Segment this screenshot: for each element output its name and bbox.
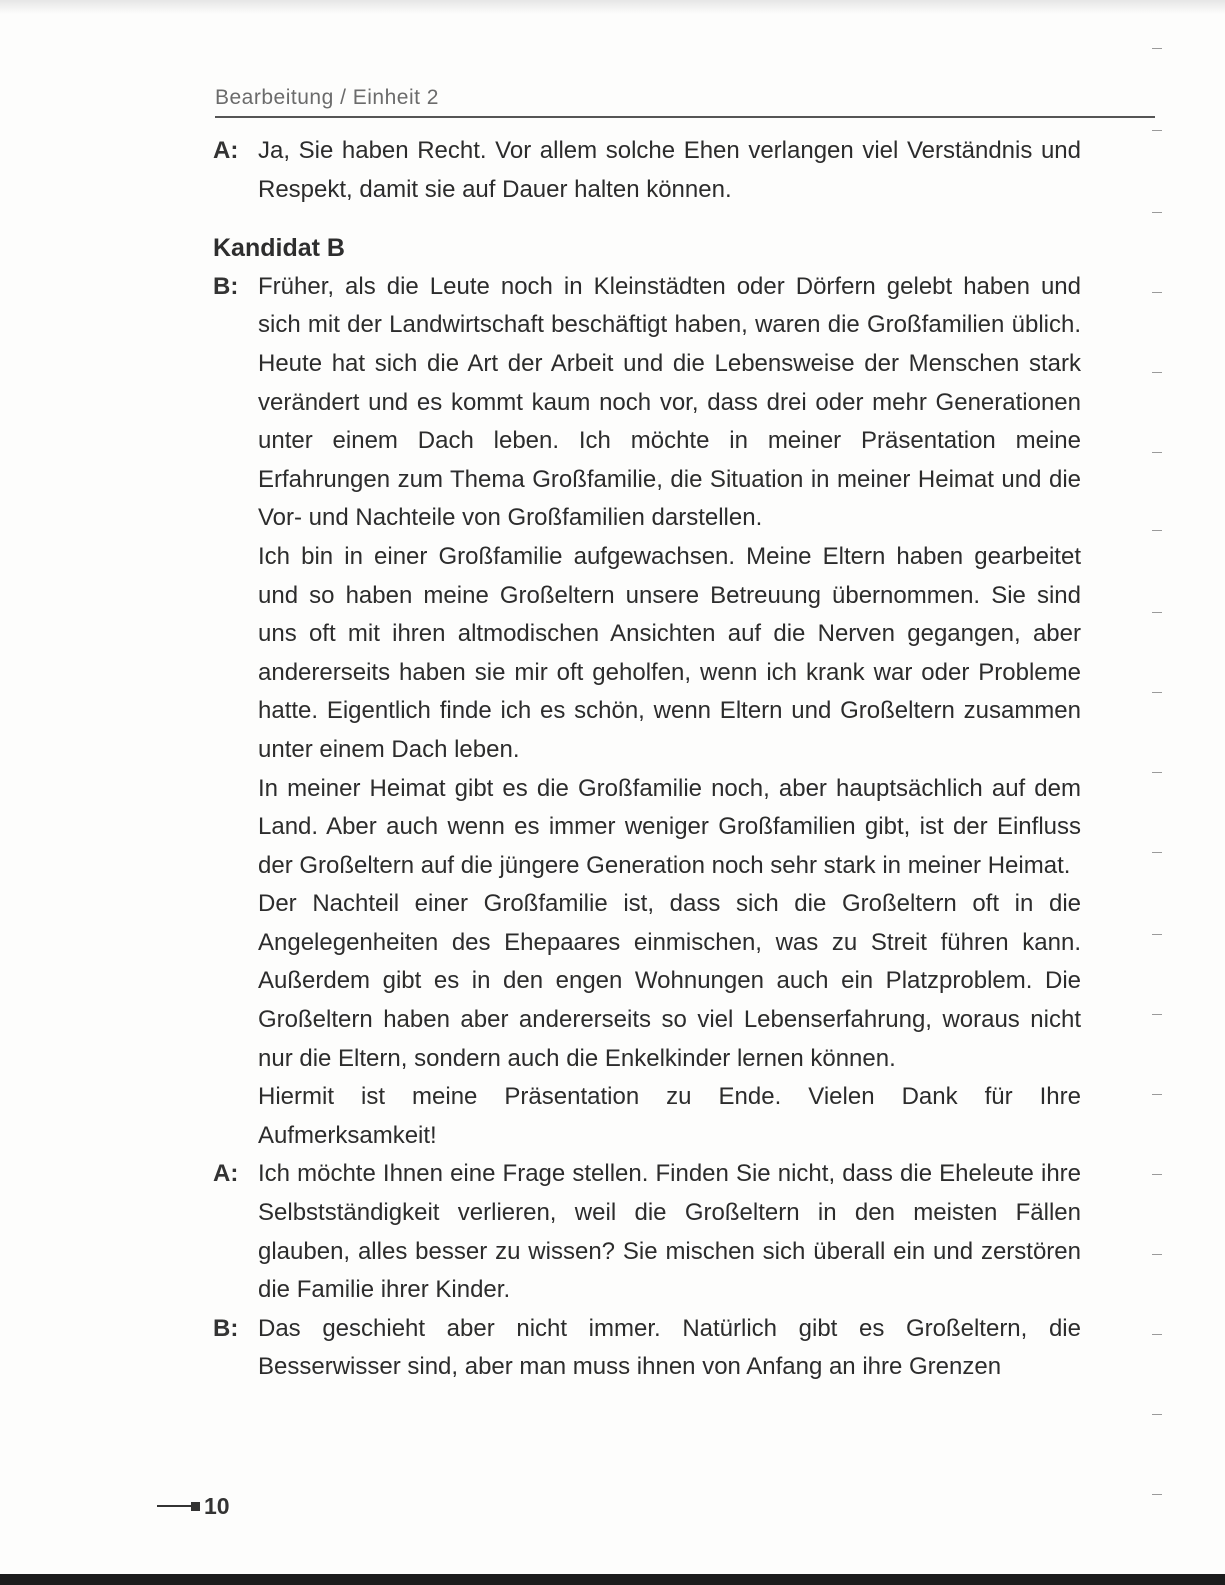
margin-tick (1152, 212, 1162, 213)
turn-paragraph: Das geschieht aber nicht immer. Natürlich gibt es Großeltern, die Besserwisser sind, aber man muss ihnen von Anfang an ihre Grenzen (258, 1314, 1081, 1381)
dialogue-turn-b-presentation (213, 268, 1081, 1156)
margin-tick (1152, 934, 1162, 935)
turn-paragraph: Der Nachteil einer Großfamilie ist, dass sich die Großeltern oft in die Angelegenheiten des Ehepaares einmischen, was zu Streit führen kann. Außerdem gibt es in den engen Wohnungen auch ein Platzproblem. Die Großeltern haben aber andererseits so viel Lebenserfahrung, woraus nicht nur die Eltern, sondern auch die Enkelkinder lernen können. (258, 890, 1081, 1072)
margin-tick (1152, 372, 1162, 373)
dialogue-turn-b-answer (213, 1310, 1081, 1387)
turn-paragraph: Hiermit ist meine Präsentation zu Ende. Vielen Dank für Ihre Aufmerksamkeit! (258, 1083, 1081, 1149)
margin-tick (1152, 130, 1162, 131)
footer-rule (157, 1505, 191, 1507)
margin-tick (1152, 612, 1162, 613)
margin-tick (1152, 772, 1162, 773)
page-footer (157, 1492, 230, 1520)
page-content (213, 132, 1081, 1387)
speaker-label: A: (213, 137, 239, 164)
margin-tick (1152, 48, 1162, 49)
speaker-label: B: (213, 1314, 239, 1342)
section-heading: Kandidat B (213, 234, 345, 263)
scan-edge-bottom (0, 1574, 1225, 1585)
margin-tick (1152, 1254, 1162, 1255)
margin-tick (1152, 692, 1162, 693)
margin-tick (1152, 292, 1162, 293)
speaker-label: A: (213, 1160, 239, 1188)
margin-tick (1152, 1494, 1162, 1495)
footer-square-marker (191, 1502, 200, 1511)
dialogue-turn-a-question (213, 1155, 1081, 1309)
turn-paragraph: Ja, Sie haben Recht. Vor allem solche Ehen verlangen viel Verständnis und Respekt, damit sie auf Dauer halten können. (258, 137, 1081, 203)
margin-tick-marks (1152, 0, 1164, 1570)
scan-shadow-top (0, 0, 1225, 14)
running-header: Bearbeitung / Einheit 2 (215, 86, 439, 109)
margin-tick (1152, 452, 1162, 453)
turn-paragraph: Ich möchte Ihnen eine Frage stellen. Finden Sie nicht, dass die Eheleute ihre Selbstständigkeit verlieren, weil die Großeltern in den meisten Fällen glauben, alles besser zu wissen? Sie mischen sich überall ein und zerstören die Familie ihrer Kinder. (258, 1160, 1081, 1304)
turn-paragraph: Ich bin in einer Großfamilie aufgewachsen. Meine Eltern haben gearbeitet und so haben meine Großeltern unsere Betreuung übernommen. Sie sind uns oft mit ihren altmodischen Ansichten auf die Nerven gegangen, aber andererseits haben sie mir oft geholfen, wenn ich krank war oder Probleme hatte. Eigentlich finde ich es schön, wenn Eltern und Großeltern zusammen unter einem Dach leben. (258, 542, 1081, 763)
margin-tick (1152, 1174, 1162, 1175)
page-number: 10 (204, 1492, 230, 1519)
margin-tick (1152, 852, 1162, 853)
margin-tick (1152, 1414, 1162, 1415)
header-rule (215, 116, 1155, 118)
dialogue-turn-a-intro (213, 132, 1081, 209)
margin-tick (1152, 1094, 1162, 1095)
turn-paragraph: In meiner Heimat gibt es die Großfamilie noch, aber hauptsächlich auf dem Land. Aber auch wenn es immer weniger Großfamilien gibt, ist der Einfluss der Großeltern auf die jüngere Generation noch sehr stark in meiner Heimat. (258, 774, 1081, 879)
margin-tick (1152, 1014, 1162, 1015)
turn-paragraph: Früher, als die Leute noch in Kleinstädten oder Dörfern gelebt haben und sich mit der Landwirtschaft beschäftigt haben, waren die Großfamilien üblich. Heute hat sich die Art der Arbeit und die Lebensweise der Menschen stark verändert und es kommt kaum noch vor, dass drei oder mehr Generationen unter einem Dach leben. Ich möchte in meiner Präsentation meine Erfahrungen zum Thema Großfamilie, die Situation in meiner Heimat und die Vor- und Nachteile von Großfamilien darstellen. (258, 272, 1081, 532)
margin-tick (1152, 530, 1162, 531)
margin-tick (1152, 1334, 1162, 1335)
speaker-label: B: (213, 272, 239, 300)
